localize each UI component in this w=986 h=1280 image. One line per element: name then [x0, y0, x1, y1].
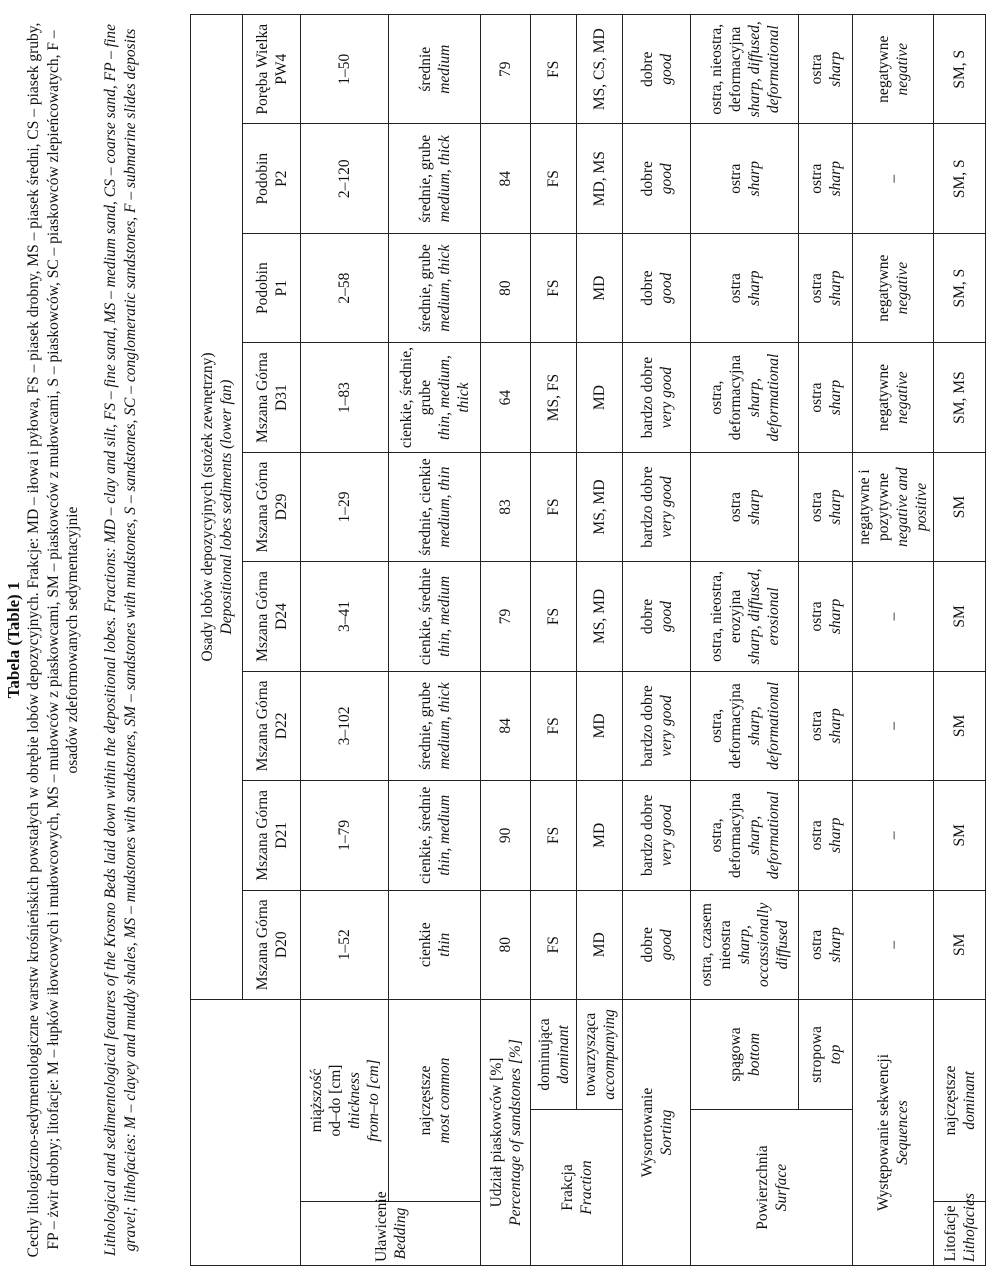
label-dominant-en: dominant	[554, 1025, 572, 1084]
surface-top-cell-pl: ostra	[807, 929, 825, 960]
label-fraction-en: Fraction	[577, 1160, 595, 1215]
row-sorting	[623, 15, 691, 1266]
label-most-common	[389, 999, 481, 1201]
row-thickness	[301, 15, 389, 1266]
surface-bottom-cell-pl: ostra, czasem nieostra	[698, 903, 734, 987]
sequences-cell	[853, 343, 934, 452]
sequences-cell-pl: –	[884, 174, 902, 183]
sorting-cell-pl: bardzo dobre	[638, 466, 656, 548]
sequences-cell-en: negative and positive	[894, 467, 930, 547]
sorting-cell	[623, 15, 691, 124]
site-code: D24	[272, 603, 290, 630]
fraction-accompanying-cell: MD	[577, 343, 623, 452]
site-code: D21	[272, 821, 290, 849]
site-name: Mszana Górna	[253, 680, 271, 772]
sequences-cell-pl: negatywne	[875, 364, 892, 432]
sorting-cell-en: very good	[657, 476, 675, 538]
label-thickness-en1: thickness	[345, 1072, 363, 1129]
surface-top-cell-pl: ostra	[807, 273, 825, 304]
site-code: D31	[272, 384, 290, 411]
bedding-common-cell	[389, 233, 481, 342]
sequences-cell-en: negative	[894, 42, 911, 96]
surface-bottom-cell	[691, 15, 799, 124]
surface-top-cell-en: sharp	[826, 270, 844, 306]
label-sequences	[853, 999, 934, 1265]
fraction-accompanying-cell: MD	[577, 671, 623, 780]
sequences-cell-pl: negatywne i pozytywne	[856, 469, 892, 545]
surface-bottom-cell-en: sharp	[745, 489, 763, 525]
sorting-cell-pl: bardzo dobre	[638, 685, 656, 767]
surface-bottom-cell-pl: ostra, nieostra, deformacyjna	[707, 23, 744, 115]
label-bedding	[301, 1191, 481, 1266]
thickness-cell: 1–50	[301, 15, 389, 124]
label-bottom-pl: spągowa	[726, 1027, 744, 1082]
bedding-common-cell-en: medium, thick	[435, 682, 453, 770]
thickness-cell: 1–79	[301, 781, 389, 890]
site-header-cell	[243, 233, 301, 342]
surface-bottom-cell-en: sharp, deformational	[745, 681, 782, 770]
bedding-common-cell-pl: średnie, grube	[416, 134, 434, 223]
sequences-cell	[853, 452, 934, 561]
surface-top-cell-en: sharp	[826, 489, 844, 525]
surface-top-cell	[799, 890, 853, 999]
sequences-cell-pl: negatywne	[875, 254, 892, 322]
fraction-accompanying-cell: MD, MS	[577, 124, 623, 233]
label-accompanying-en: accompanying	[600, 1009, 618, 1100]
surface-bottom-cell-pl: ostra, deformacyjna	[707, 354, 744, 441]
surface-top-cell-en: sharp	[826, 927, 844, 963]
surface-bottom-cell	[691, 562, 799, 671]
surface-bottom-cell-en: sharp, diffused, erosional	[745, 568, 782, 665]
label-fraction-pl: Frakcja	[558, 1164, 576, 1211]
sandstone-share-cell: 64	[481, 343, 531, 452]
thickness-cell: 2–58	[301, 233, 389, 342]
surface-top-cell-pl: ostra	[807, 382, 825, 413]
site-code: PW4	[272, 53, 290, 85]
sequences-cell	[853, 562, 934, 671]
site-code: D22	[272, 712, 290, 740]
label-sorting	[623, 999, 691, 1265]
bedding-common-cell	[389, 781, 481, 890]
lithofacies-cell: SM	[934, 452, 986, 561]
bedding-common-cell-pl: cienkie	[416, 922, 434, 968]
fraction-accompanying-cell: MS, MD	[577, 452, 623, 561]
sequences-cell-pl: –	[884, 831, 902, 840]
fraction-dominant-cell: FS	[531, 15, 577, 124]
label-dominant	[531, 999, 577, 1109]
sorting-cell-pl: dobre	[638, 927, 656, 963]
sorting-cell	[623, 452, 691, 561]
bedding-common-cell-en: medium	[435, 44, 453, 94]
label-top-pl: stropowa	[807, 1026, 825, 1083]
bedding-common-cell	[389, 562, 481, 671]
label-lithofacies-en: Lithofacies	[960, 1193, 978, 1262]
sorting-cell-en: good	[657, 272, 675, 304]
sorting-cell-en: good	[657, 163, 675, 195]
fraction-dominant-cell: FS	[531, 671, 577, 780]
fraction-accompanying-cell: MS, MD	[577, 562, 623, 671]
sorting-cell	[623, 343, 691, 452]
fraction-accompanying-cell: MD	[577, 890, 623, 999]
surface-bottom-cell-en: sharp, occassionally diffused	[736, 902, 791, 987]
sorting-cell-en: very good	[657, 695, 675, 757]
label-dominant-pl: dominująca	[535, 1018, 553, 1091]
row-sequences	[853, 15, 934, 1266]
site-header-cell	[243, 452, 301, 561]
surface-top-cell	[799, 452, 853, 561]
surface-top-cell-en: sharp	[826, 161, 844, 197]
bedding-common-cell-pl: średnie	[416, 46, 434, 92]
surface-top-cell-en: sharp	[826, 817, 844, 853]
lithofacies-cell: SM	[934, 671, 986, 780]
sorting-cell-pl: bardzo dobre	[638, 356, 656, 439]
lithofacies-cell: SM, S	[934, 15, 986, 124]
surface-top-cell-en: sharp	[826, 708, 844, 744]
sequences-cell-pl: negatywne	[875, 35, 892, 103]
label-thickness-pl2: od–do [cm]	[326, 1064, 344, 1137]
surface-bottom-cell	[691, 452, 799, 561]
label-thickness	[301, 999, 389, 1201]
bedding-common-cell-en: thin	[435, 932, 453, 957]
site-code: D20	[272, 931, 290, 959]
site-header-cell	[243, 890, 301, 999]
label-sandstone-share	[481, 999, 531, 1265]
lithofacies-cell: SM	[934, 890, 986, 999]
surface-bottom-cell-pl: ostra	[726, 163, 744, 194]
label-thickness-en2: from–to [cm]	[364, 1059, 382, 1142]
label-sorting-pl: Wysortowanie	[638, 1087, 656, 1178]
row-surface-bottom	[691, 15, 799, 1266]
site-name: Mszana Górna	[253, 461, 271, 553]
surface-top-cell-pl: ostra	[807, 491, 825, 523]
sorting-cell-pl: dobre	[638, 270, 656, 306]
label-accompanying	[577, 999, 623, 1109]
bedding-common-cell-en: medium, thick	[435, 244, 453, 332]
label-sandstone-share-en: Percentage of sandstones [%]	[506, 1039, 524, 1226]
sequences-cell	[853, 671, 934, 780]
surface-bottom-cell-en: sharp	[745, 270, 763, 306]
thickness-cell: 2–120	[301, 124, 389, 233]
surface-bottom-cell-pl: ostra, deformacyjna	[707, 683, 744, 769]
sorting-cell	[623, 671, 691, 780]
site-header-cell	[243, 343, 301, 452]
bedding-common-cell-pl: średnie, grube	[416, 244, 434, 333]
fraction-dominant-cell: FS	[531, 781, 577, 890]
surface-top-cell-pl: ostra	[807, 54, 825, 85]
label-surface-en: Surface	[772, 1163, 790, 1212]
site-name: Mszana Górna	[253, 571, 271, 662]
bedding-common-cell-pl: cienkie, średnie	[416, 567, 434, 666]
bedding-common-cell-pl: średnie, grube	[416, 681, 434, 770]
thickness-cell: 3–102	[301, 671, 389, 780]
bedding-common-cell	[389, 15, 481, 124]
site-header-cell	[243, 15, 301, 124]
sequences-cell-en: negative	[894, 261, 911, 315]
surface-top-cell-pl: ostra	[807, 163, 825, 194]
surface-top-cell	[799, 781, 853, 890]
bedding-common-cell-en: thin, medium	[435, 794, 453, 876]
sandstone-share-cell: 79	[481, 15, 531, 124]
bedding-common-cell	[389, 124, 481, 233]
lithofacies-cell: SM	[934, 781, 986, 890]
lithofacies-cell: SM	[934, 562, 986, 671]
surface-bottom-cell	[691, 671, 799, 780]
group-header	[191, 15, 243, 1000]
fraction-accompanying-cell: MD	[577, 781, 623, 890]
lithofacies-cell: SM, S	[934, 233, 986, 342]
bedding-common-cell-en: medium, thin	[435, 466, 453, 548]
label-lith-dominant-pl: najczęstsze	[941, 1065, 959, 1136]
row-sandstone-share	[481, 15, 531, 1266]
thickness-cell: 1–83	[301, 343, 389, 452]
fraction-dominant-cell: FS	[531, 562, 577, 671]
site-header-cell	[243, 671, 301, 780]
sequences-cell	[853, 890, 934, 999]
sorting-cell-pl: dobre	[638, 161, 656, 197]
site-name: Podobin	[253, 262, 271, 314]
surface-top-cell-pl: ostra	[807, 710, 825, 741]
sandstone-share-cell: 83	[481, 452, 531, 561]
surface-top-cell-en: sharp	[826, 379, 844, 416]
surface-top-cell	[799, 15, 853, 124]
bedding-common-cell-en: thin, medium	[435, 575, 453, 657]
sandstone-share-cell: 79	[481, 562, 531, 671]
label-lithofacies	[934, 1193, 986, 1266]
label-most-common-en: most common	[435, 1057, 453, 1144]
sorting-cell	[623, 562, 691, 671]
label-surface	[691, 1110, 853, 1266]
label-bedding-pl: Uławicenie	[372, 1191, 390, 1262]
sorting-cell-pl: dobre	[638, 51, 656, 87]
surface-top-cell	[799, 562, 853, 671]
sorting-cell	[623, 781, 691, 890]
surface-bottom-cell	[691, 781, 799, 890]
surface-bottom-cell-en: sharp	[745, 161, 763, 197]
surface-bottom-cell-pl: ostra, deformacyjna	[707, 792, 744, 878]
label-bottom	[691, 999, 799, 1109]
surface-top-cell	[799, 233, 853, 342]
row-surface-top	[799, 15, 853, 1266]
label-bedding-en: Bedding	[391, 1207, 409, 1260]
label-top	[799, 999, 853, 1109]
lithofacies-cell: SM, MS	[934, 343, 986, 452]
sandstone-share-cell: 84	[481, 671, 531, 780]
sorting-cell	[623, 233, 691, 342]
surface-bottom-cell-en: sharp, deformational	[745, 791, 782, 880]
site-header-cell	[243, 562, 301, 671]
thickness-cell: 1–52	[301, 890, 389, 999]
sorting-cell-en: good	[657, 600, 675, 632]
table-description-polish: Cechy litologiczno-sedymentologiczne warstw krośnieńskich powstałych w obrębie lobów depozycyjnych. Frakcje: MD – iłowa i pyłowa, FS – piasek drobny, MS – piasek średni, CS – piasek gruby, FP – żwir drobny; litofacje: M – łupków iłowcowych i mułowcowych, MS – mułowców z piaskowcami, SM – piaskowców z mułowcami, S – piaskowców, SC – piaskowców zlepieńcowatych, F – osadów zdeformowanych sedymentacyjnie	[25, 22, 81, 1258]
site-header-cell	[243, 124, 301, 233]
sorting-cell-en: very good	[657, 804, 675, 867]
label-sequences-en: Sequences	[894, 1100, 911, 1165]
row-lithofacies	[934, 15, 986, 1266]
label-bottom-en: bottom	[745, 1032, 763, 1077]
group-header-en: Depositional lobes sediments (lower fan)	[217, 379, 235, 635]
label-sandstone-share-pl: Udział piaskowców [%]	[487, 1057, 505, 1208]
label-lithofacies-dominant	[934, 999, 986, 1201]
fraction-accompanying-cell: MD	[577, 233, 623, 342]
site-name: Poręba Wielka	[253, 23, 271, 115]
site-code: D29	[272, 493, 290, 521]
sorting-cell-pl: dobre	[638, 598, 656, 635]
bedding-common-cell	[389, 671, 481, 780]
site-code: P2	[272, 170, 290, 187]
sandstone-share-cell: 90	[481, 781, 531, 890]
label-thickness-pl1: miąższość	[307, 1068, 325, 1133]
row-fraction-dominant	[531, 15, 577, 1266]
table-corner-cell	[191, 999, 301, 1265]
site-name: Mszana Górna	[253, 899, 271, 991]
sorting-cell-en: very good	[657, 366, 675, 429]
bedding-common-cell-pl: średnie, cienkie	[416, 458, 434, 556]
table-title: Tabela (Table) 1	[4, 581, 23, 699]
label-sorting-en: Sorting	[657, 1109, 675, 1156]
bedding-common-cell-pl: cienkie, średnie	[416, 786, 434, 884]
surface-bottom-cell-pl: ostra	[726, 273, 744, 304]
surface-bottom-cell	[691, 343, 799, 452]
fraction-accompanying-cell: MS, CS, MD	[577, 15, 623, 124]
sandstone-share-cell: 80	[481, 233, 531, 342]
surface-top-cell-en: sharp	[826, 51, 844, 87]
site-code: P1	[272, 279, 290, 297]
site-name: Podobin	[253, 152, 271, 205]
label-accompanying-pl: towarzysząca	[581, 1012, 599, 1097]
lithofacies-cell: SM, S	[934, 124, 986, 233]
sorting-cell-en: good	[657, 929, 675, 961]
thickness-cell: 3–41	[301, 562, 389, 671]
surface-bottom-cell	[691, 124, 799, 233]
surface-top-cell-en: sharp	[826, 598, 844, 635]
sandstone-share-cell: 80	[481, 890, 531, 999]
site-header-cell	[243, 781, 301, 890]
fraction-dominant-cell: FS	[531, 890, 577, 999]
label-fraction	[531, 1110, 623, 1266]
bedding-common-cell-en: medium, thick	[435, 135, 453, 223]
label-lithofacies-pl: Litofacje	[941, 1205, 959, 1262]
sorting-cell-pl: bardzo dobre	[638, 794, 656, 876]
sequences-cell	[853, 233, 934, 342]
row-bedding-common	[389, 15, 481, 1266]
site-name: Mszana Górna	[253, 789, 271, 881]
sequences-cell-pl: –	[884, 722, 902, 730]
fraction-dominant-cell: FS	[531, 124, 577, 233]
bedding-common-cell	[389, 343, 481, 452]
sandstone-share-cell: 84	[481, 124, 531, 233]
sorting-cell-en: good	[657, 53, 675, 85]
fraction-dominant-cell: FS	[531, 452, 577, 561]
label-top-en: top	[826, 1044, 844, 1065]
sequences-cell-pl: –	[884, 612, 902, 621]
row-fraction-accompanying	[577, 15, 623, 1266]
surface-top-cell-pl: ostra	[807, 820, 825, 851]
lithology-table	[190, 14, 986, 1266]
sequences-cell	[853, 15, 934, 124]
label-sequences-pl: Występowanie sekwencji	[875, 1053, 892, 1212]
bedding-common-cell-en: thin, medium, thick	[435, 355, 472, 440]
group-header-pl: Osady lobów depozycyjnych (stożek zewnętrzny)	[198, 352, 216, 662]
sequences-cell	[853, 781, 934, 890]
sequences-cell	[853, 124, 934, 233]
label-surface-pl: Powierzchnia	[753, 1145, 771, 1230]
bedding-common-cell-pl: cienkie, średnie, grube	[397, 347, 434, 449]
label-most-common-pl: najczęstsze	[416, 1065, 434, 1136]
sequences-cell-pl: –	[884, 940, 902, 949]
surface-bottom-cell	[691, 890, 799, 999]
surface-bottom-cell-en: sharp, diffused, deformational	[745, 21, 782, 118]
bedding-common-cell	[389, 890, 481, 999]
sorting-cell	[623, 890, 691, 999]
surface-top-cell	[799, 671, 853, 780]
surface-bottom-cell	[691, 233, 799, 342]
thickness-cell: 1–29	[301, 452, 389, 561]
surface-top-cell	[799, 124, 853, 233]
bedding-common-cell	[389, 452, 481, 561]
label-lith-dominant-en: dominant	[960, 1071, 978, 1130]
table-description-english: Lithological and sedimentological features of the Krosno Beds laid down within the depositional lobes. Fractions: MD – clay and silt, FS – fine sand, MS – medium sand, CS – coarse sand, FP – fine gravel; lithofacies: M – clayey and muddy shales, MS – mudstones with sandstones, SM – sandstones with mudstones, S – sandstones, SC – conglomeratic sandstones, F – submarine slides deposits	[102, 23, 139, 1257]
site-name: Mszana Górna	[253, 352, 271, 443]
fraction-dominant-cell: MS, FS	[531, 343, 577, 452]
surface-bottom-cell-en: sharp, deformational	[745, 353, 782, 442]
surface-top-cell-pl: ostra	[807, 601, 825, 632]
sorting-cell	[623, 124, 691, 233]
surface-bottom-cell-pl: ostra	[726, 491, 744, 523]
fraction-dominant-cell: FS	[531, 233, 577, 342]
surface-top-cell	[799, 343, 853, 452]
sequences-cell-en: negative	[894, 371, 911, 424]
surface-bottom-cell-pl: ostra, nieostra, erozyjna	[707, 571, 744, 662]
